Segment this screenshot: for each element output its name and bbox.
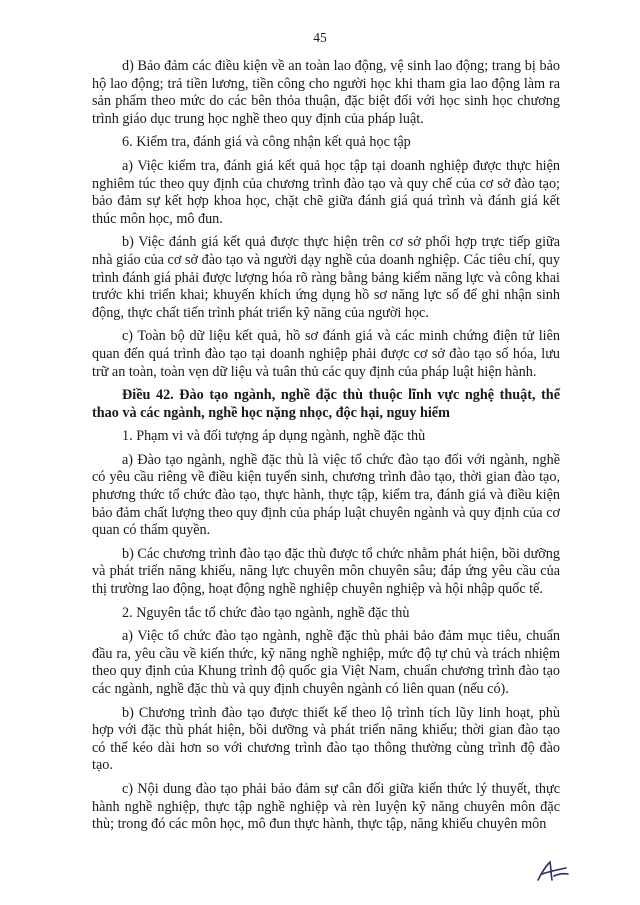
paragraph-6c: c) Toàn bộ dữ liệu kết quả, hồ sơ đánh giá và các minh chứng điện tử liên quan đến quá trình đào tạo tại doanh nghiệp phải được cơ sở đào tạo số hóa, lưu trữ an toàn, toàn vẹn dữ liệu và tuân thủ các quy định của pháp luật hiện hành. [92,328,560,380]
page-number: 45 [313,30,327,45]
document-body [92,58,560,840]
paragraph-1b: b) Các chương trình đào tạo đặc thù được tổ chức nhằm phát hiện, bồi dưỡng và phát triển năng khiếu, năng lực chuyên môn chuyên sâu; đáp ứng yêu cầu của thị trường lao động, hoạt động nghề nghiệp chuyên nghiệp và hội nhập quốc tế. [92,545,560,598]
paragraph-2b: b) Chương trình đào tạo được thiết kế theo lộ trình tích lũy linh hoạt, phù hợp với đặc thù phát hiện, bồi dưỡng và phát triển năng khiếu; thời gian đào tạo có thể kéo dài hơn so với chương trình đào tạo thông thường cùng trình độ đào tạo. [92,704,560,774]
section-2-title: 2. Nguyên tắc tổ chức đào tạo ngành, nghề đặc thù [122,604,410,621]
paragraph-2a: a) Việc tổ chức đào tạo ngành, nghề đặc thù phải bảo đảm mục tiêu, chuẩn đầu ra, yêu cầu về kiến thức, kỹ năng nghề nghiệp, mức độ tự chủ và trách nhiệm theo quy định của Khung trình độ quốc gia Việt Nam, chuẩn chương trình đào tạo các ngành, nghề đặc thù và quy định chuyên ngành có liên quan (nếu có). [92,628,560,697]
section-6-title: 6. Kiểm tra, đánh giá và công nhận kết quả học tập [122,134,411,151]
paragraph-2c: c) Nội dung đào tạo phải bảo đảm sự cân đối giữa kiến thức lý thuyết, thực hành nghề nghiệp, thực tập nghề nghiệp và rèn luyện kỹ năng chuyên môn đặc thù; trong đó các môn học, mô đun thực hành, thực tập, năng khiếu chuyên môn [92,780,560,833]
signature-stroke [538,862,568,880]
paragraph-1a: a) Đào tạo ngành, nghề đặc thù là việc tổ chức đào tạo đối với ngành, nghề có yêu cầu riêng về điều kiện tuyển sinh, chương trình đào tạo, thời gian đào tạo, phương thức tổ chức đào tạo, thực hành, thực tập, kiểm tra, đánh giá và điều kiện bảo đảm chất lượng theo quy định của pháp luật chuyên ngành và quy định của cơ quan có thẩm quyền. [92,451,560,539]
paragraph-6a: a) Việc kiểm tra, đánh giá kết quả học tập tại doanh nghiệp được thực hiện nghiêm túc theo quy định của chương trình đào tạo và quy chế của cơ sở đào tạo; bảo đảm sự kết hợp khoa học, chặt chẽ giữa đánh giá quá trình và đánh giá kết thúc môn học, mô đun. [92,157,560,227]
initials-signature [532,856,572,886]
paragraph-5d: d) Bảo đảm các điều kiện về an toàn lao động, vệ sinh lao động; trang bị bảo hộ lao động; trả tiền lương, tiền công cho người học khi tham gia lao động làm ra sản phẩm theo mức do các bên thỏa thuận, đặc biệt đối với học sinh học chương trình giáo dục trung học nghề theo quy định của pháp luật. [92,58,560,127]
section-1-title: 1. Phạm vi và đối tượng áp dụng ngành, nghề đặc thù [122,428,426,445]
article-42-heading: Điều 42. Đào tạo ngành, nghề đặc thù thuộc lĩnh vực nghệ thuật, thể thao và các ngành, nghề học nặng nhọc, độc hại, nguy hiểm [92,387,560,421]
paragraph-6b: b) Việc đánh giá kết quả được thực hiện trên cơ sở phối hợp trực tiếp giữa nhà giáo của cơ sở đào tạo và người dạy nghề của doanh nghiệp. Các tiêu chí, quy trình đánh giá phải được lượng hóa rõ ràng bằng bảng kiểm năng lực và công khai trước khi triển khai; khuyến khích ứng dụng hồ sơ năng lực số để ghi nhận sinh động, thực chất tiến trình phát triển kỹ năng của người học. [92,234,560,321]
